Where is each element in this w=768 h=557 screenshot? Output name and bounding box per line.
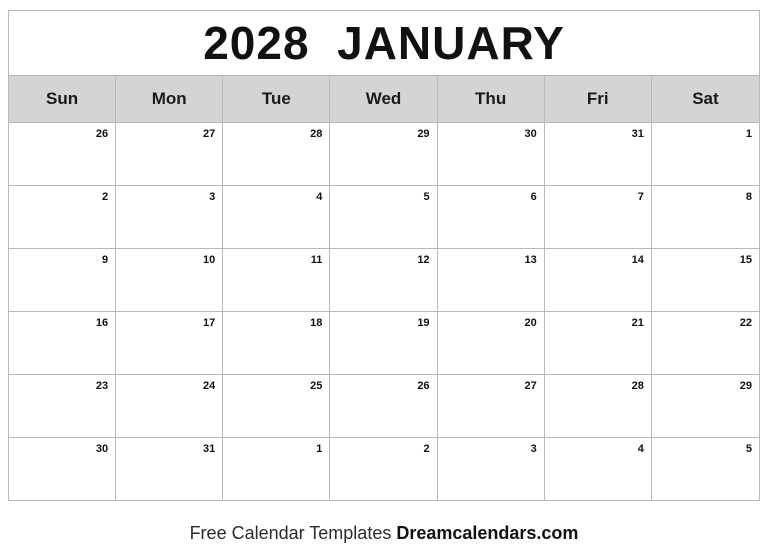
calendar-title-row (9, 11, 759, 76)
day-cell[interactable] (652, 249, 759, 311)
day-number: 6 (530, 191, 537, 203)
day-cell[interactable] (223, 375, 330, 437)
day-number: 5 (423, 191, 430, 203)
calendar-week-row (9, 123, 759, 186)
weekday-sun: Sun (9, 76, 116, 122)
day-number: 8 (745, 191, 752, 203)
day-cell[interactable] (9, 312, 116, 374)
day-number: 15 (739, 254, 752, 266)
day-cell[interactable] (223, 249, 330, 311)
day-cell[interactable] (223, 438, 330, 500)
day-number: 14 (631, 254, 644, 266)
day-number: 12 (417, 254, 430, 266)
day-number: 27 (524, 380, 537, 392)
footer-text: Free Calendar Templates (189, 523, 397, 543)
day-number: 23 (95, 380, 109, 392)
day-number: 10 (203, 254, 216, 266)
day-cell[interactable] (9, 123, 116, 185)
day-cell[interactable] (330, 312, 437, 374)
calendar-week-row (9, 249, 759, 312)
day-number: 31 (203, 443, 216, 455)
day-number: 4 (316, 191, 323, 203)
day-cell[interactable] (116, 438, 223, 500)
day-number: 3 (209, 191, 216, 203)
day-cell[interactable] (652, 438, 759, 500)
day-number: 9 (102, 254, 109, 266)
day-number: 25 (310, 380, 323, 392)
day-cell[interactable] (545, 123, 652, 185)
day-cell[interactable] (223, 123, 330, 185)
day-cell[interactable] (330, 249, 437, 311)
day-cell[interactable] (545, 186, 652, 248)
day-cell[interactable] (652, 375, 759, 437)
day-number: 16 (95, 317, 109, 329)
day-number: 1 (316, 443, 323, 455)
day-number: 5 (745, 443, 752, 455)
day-cell[interactable] (652, 312, 759, 374)
day-number: 17 (203, 317, 216, 329)
day-number: 31 (631, 128, 644, 140)
day-number: 30 (95, 443, 109, 455)
calendar-week-row (9, 375, 759, 438)
day-cell[interactable] (116, 312, 223, 374)
weekday-sat: Sat (692, 89, 719, 108)
day-cell[interactable] (9, 375, 116, 437)
footer-brand: Dreamcalendars.com (396, 523, 579, 543)
weekday-header (9, 76, 759, 123)
day-cell[interactable] (223, 312, 330, 374)
weekday-mon: Mon (116, 76, 223, 122)
day-cell[interactable] (438, 312, 545, 374)
day-number: 18 (310, 317, 323, 329)
day-cell[interactable] (330, 186, 437, 248)
day-cell[interactable] (116, 186, 223, 248)
day-number: 22 (739, 317, 752, 329)
day-cell[interactable] (438, 375, 545, 437)
day-number: 3 (530, 443, 537, 455)
day-cell[interactable] (438, 123, 545, 185)
day-cell[interactable] (9, 438, 116, 500)
day-cell[interactable] (330, 375, 437, 437)
calendar-week-row (9, 186, 759, 249)
day-cell[interactable] (438, 438, 545, 500)
day-number: 4 (637, 443, 644, 455)
day-cell[interactable] (545, 249, 652, 311)
day-number: 30 (524, 128, 537, 140)
day-cell[interactable] (9, 186, 116, 248)
day-number: 26 (417, 380, 430, 392)
day-number: 19 (417, 317, 430, 329)
day-number: 1 (745, 128, 752, 140)
footer (0, 523, 768, 544)
calendar-grid (8, 10, 760, 501)
day-cell[interactable] (116, 249, 223, 311)
day-cell[interactable] (438, 249, 545, 311)
day-number: 2 (102, 191, 109, 203)
day-cell[interactable] (330, 438, 437, 500)
weekday-fri: Fri (545, 76, 652, 122)
calendar-week-row (9, 438, 759, 500)
day-cell[interactable] (116, 375, 223, 437)
day-cell[interactable] (223, 186, 330, 248)
day-number: 26 (95, 128, 109, 140)
day-cell[interactable] (545, 438, 652, 500)
day-cell[interactable] (9, 249, 116, 311)
calendar-week-row (9, 312, 759, 375)
weekday-thu: Thu (438, 76, 545, 122)
day-number: 13 (524, 254, 537, 266)
day-number: 7 (637, 191, 644, 203)
day-number: 28 (631, 380, 644, 392)
day-number: 11 (310, 254, 323, 266)
day-number: 21 (631, 317, 644, 329)
day-cell[interactable] (438, 186, 545, 248)
weekday-wed: Wed (330, 76, 437, 122)
day-number: 29 (417, 128, 430, 140)
day-number: 27 (203, 128, 216, 140)
day-number: 28 (310, 128, 323, 140)
day-cell[interactable] (652, 186, 759, 248)
day-cell[interactable] (545, 375, 652, 437)
day-cell[interactable] (116, 123, 223, 185)
page-title: 2028 JANUARY (203, 17, 565, 69)
day-number: 20 (524, 317, 537, 329)
day-number: 24 (203, 380, 216, 392)
day-number: 2 (423, 443, 430, 455)
day-cell[interactable] (545, 312, 652, 374)
weekday-tue: Tue (223, 76, 330, 122)
day-cell[interactable] (652, 123, 759, 185)
day-number: 29 (739, 380, 752, 392)
day-cell[interactable] (330, 123, 437, 185)
